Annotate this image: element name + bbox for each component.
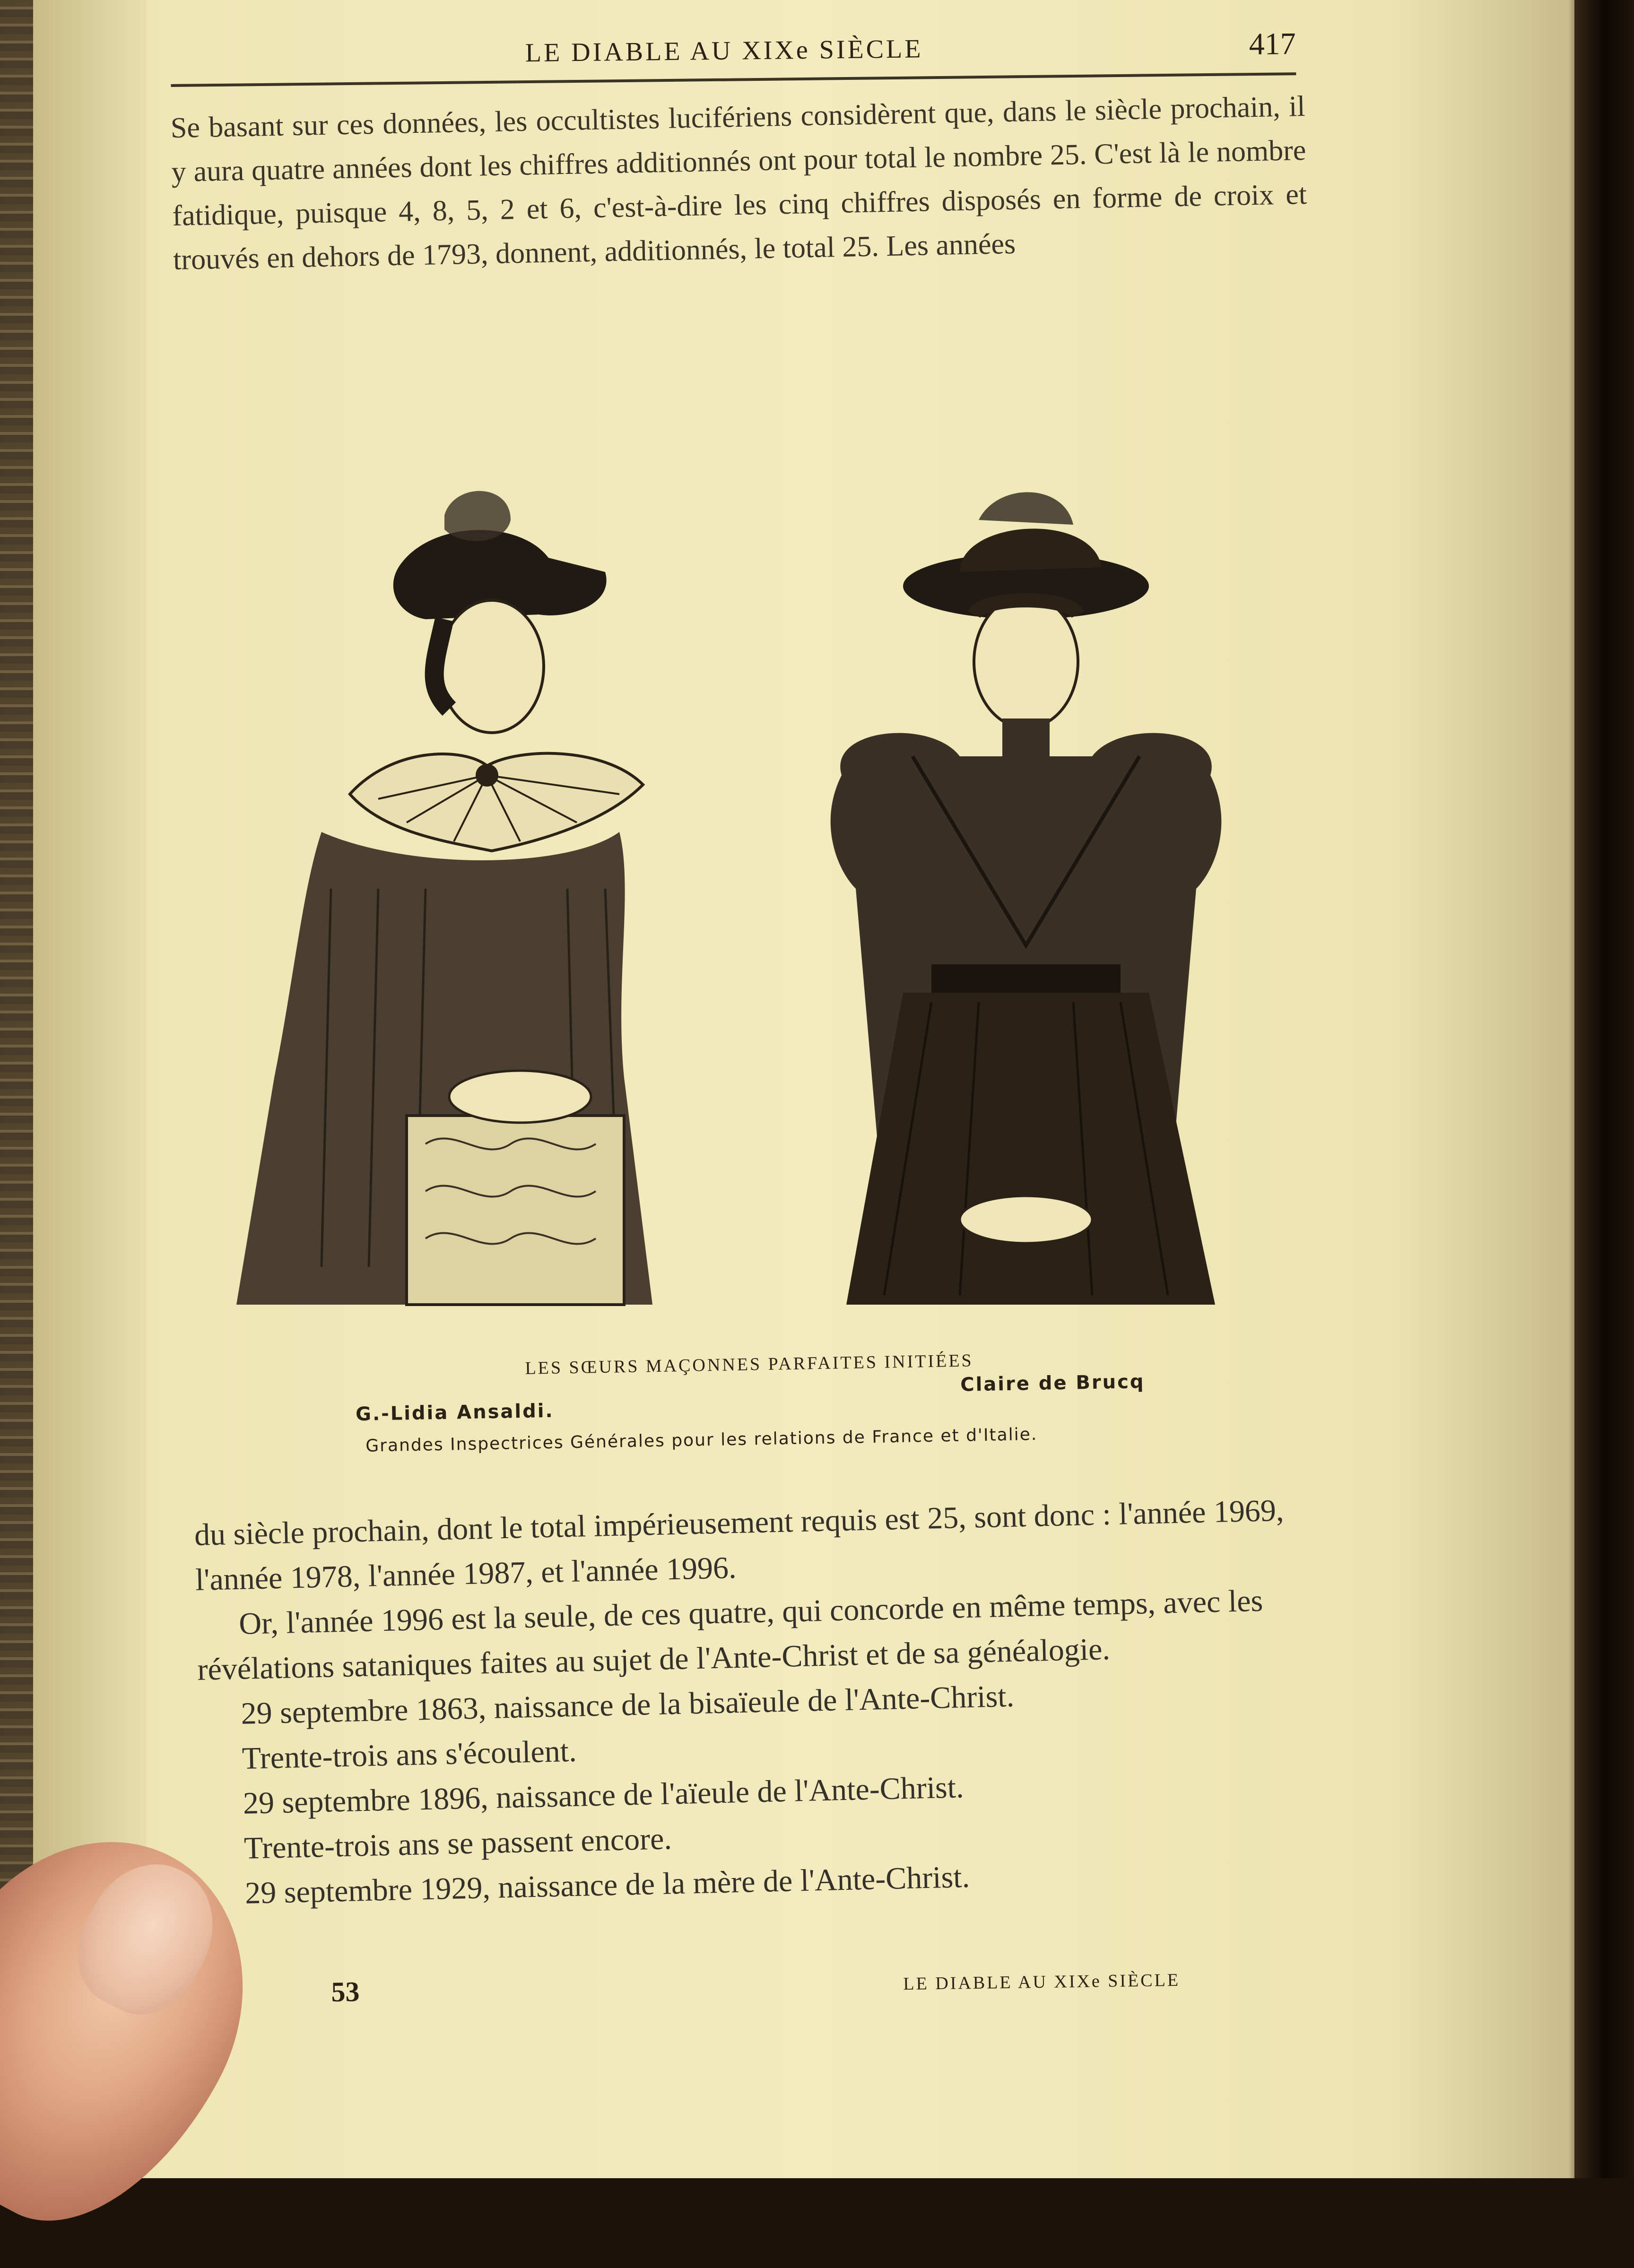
portrait-left — [180, 463, 738, 1324]
figure-caption — [331, 1341, 1231, 1480]
body-paragraph-2: Or, l'année 1996 est la seule, de ces quatre, qui concorde en même temps, avec les révélations sataniques faites au sujet de l'Ante-Christ et de sa généalogie. — [197, 1583, 1263, 1687]
signature-mark: 53 — [331, 1976, 360, 2008]
chronology-line: Trente-trois ans se passent encore. — [243, 1821, 672, 1866]
footer-title: LE DIABLE AU XIXe SIÈCLE — [903, 1970, 1181, 1994]
book-binding-edge — [1574, 0, 1634, 2178]
caption-name-right: Claire de Brucq — [960, 1370, 1145, 1396]
engraving-figure — [180, 463, 1305, 1324]
top-paragraph: Se basant sur ces données, les occultistes lucifériens considèrent que, dans le siècle prochain, il y aura quatre années dont les chiffres additionnés ont pour total le nombre 25. C'est là le nombre fatidique, puisque 4, 8, 5, 2 et 6, c'est-à-dire les cinq chiffres disposés en forme de croix et trouvés en dehors de 1793, donnent, additionnés, le total 25. Les années — [170, 90, 1307, 276]
body-text — [194, 1487, 1356, 1917]
chronology-line: 29 septembre 1863, naissance de la bisaïeule de l'Ante-Christ. — [240, 1679, 1015, 1731]
running-head — [170, 7, 1296, 80]
caption-subtitle: Grandes Inspectrices Générales pour les relations de France et d'Italie. — [365, 1424, 1038, 1456]
page-edge-left — [0, 0, 33, 2178]
portrait-right — [761, 463, 1305, 1324]
running-head-title: LE DIABLE AU XIXe SIÈCLE — [525, 34, 923, 68]
chronology-line: Trente-trois ans s'écoulent. — [242, 1733, 577, 1776]
chronology-line: 29 septembre 1896, naissance de l'aïeule de l'Ante-Christ. — [243, 1770, 965, 1821]
chronology-line: 29 septembre 1929, naissance de la mère de l'Ante-Christ. — [244, 1859, 970, 1911]
page-number: 417 — [1249, 26, 1296, 62]
body-paragraph-1: du siècle prochain, dont le total impérieusement requis est 25, sont donc : l'année 1969, l'année 1978, l'année 1987, et l'année 1996. — [194, 1493, 1285, 1597]
caption-name-left: G.-Lidia Ansaldi. — [355, 1400, 555, 1426]
caption-heading: LES SŒURS MAÇONNES PARFAITES INITIÉES — [525, 1350, 973, 1378]
